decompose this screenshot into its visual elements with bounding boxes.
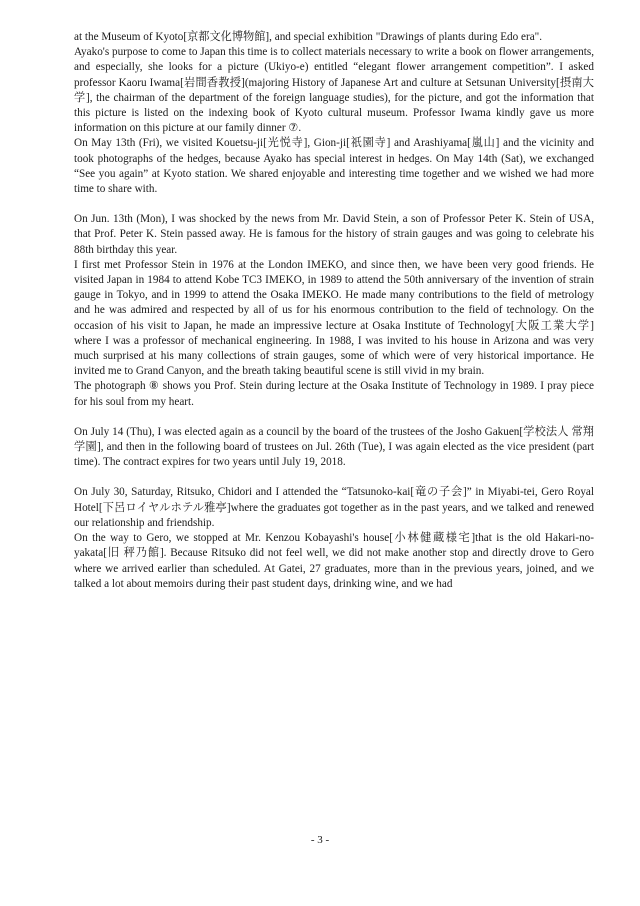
paragraph: On July 14 (Thu), I was elected again as a council by the board of the trustees of the Josho Gakuen[学校法人 常翔学園], and then in the following board of trustees on Jul. 26th (Tue), I was again elected as the vice president (part time). The contract expires for two years until July 19, 2018. (74, 425, 594, 469)
section-prof-stein (74, 212, 594, 410)
document-body (74, 30, 594, 592)
paragraph: On July 30, Saturday, Ritsuko, Chidori and I attended the “Tatsunoko-kai[竜の子会]” in Miyabi-tei, Gero Royal Hotel[下呂ロイヤルホテル雅亭]where the graduates got together as in the past years, and we talked and renewed our relationship and friendship. (74, 486, 594, 529)
paragraph: On the way to Gero, we stopped at Mr. Kenzou Kobayashi's house[小林健蔵様宅]that is the old Hakari-no-yakata[旧 秤乃館]. Because Ritsuko did not feel well, we did not make another stop and directly drove to Gero where we arrived earlier than scheduled. At Gatei, 27 graduates, more than in the previous years, joined, and we talked a lot about memoirs during their past student days, drinking wine, and we had (74, 532, 594, 590)
paragraph: Ayako's purpose to come to Japan this time is to collect materials necessary to write a book on flower arrangements, and especially, she looks for a picture (Ukiyo-e) entitled “elegant flower arrangement competition”. I asked professor Kaoru Iwama[岩間香教授](majoring History of Japanese Art and culture at Setsunan University[摂南大学], the chairman of the department of the foreign language studies), for the picture, and got the information that this picture is listed on the indexing book of Kyoto cultural museum. Professor Iwama kindly gave us more information on this picture at our family dinner ⑦. (74, 46, 594, 135)
paragraph-gap (74, 410, 594, 425)
paragraph: The photograph ⑧ shows you Prof. Stein during lecture at the Osaka Institute of Technology in 1989. I pray piece for his soul from my heart. (74, 380, 594, 408)
paragraph-gap (74, 197, 594, 212)
paragraph: I first met Professor Stein in 1976 at the London IMEKO, and since then, we have been very good friends. He visited Japan in 1984 to attend Kobe TC3 IMEKO, in 1989 to attend the 50th anniversary of the invention of strain gauge in Tokyo, and in 1999 to attend the Osaka IMEKO. He made many contributions to the field of metrology and he was admired and respected by all of us for his enormous contribution to the field of technology. On the occasion of his visit to Japan, he made an impressive lecture at Osaka Institute of Technology[大阪工業大学] where I was a professor of mechanical engineering. In 1988, I was invited to his house in Arizona and was very much surprised at his many collections of strain gauges, some of which were of very historical importance. He invited me to Grand Canyon, and the breath taking beautiful scene is still vivid in my brain. (74, 258, 594, 378)
paragraph: On May 13th (Fri), we visited Kouetsu-ji[光悦寺], Gion-ji[祇園寺] and Arashiyama[嵐山] and the vicinity and took photographs of the hedges, because Ayako has special interest in hedges. On May 14th (Sat), we exchanged “See you again” at Kyoto station. We shared enjoyable and interesting time together and we wished we had more time to share with. (74, 137, 594, 196)
paragraph: at the Museum of Kyoto[京都文化博物館], and special exhibition "Drawings of plants during Edo era". (74, 31, 543, 43)
section-josho-gakuen (74, 425, 594, 471)
paragraph: On Jun. 13th (Mon), I was shocked by the news from Mr. David Stein, a son of Professor Peter K. Stein of USA, that Prof. Peter K. Stein passed away. He is famous for the history of strain gauges and was going to celebrate his 88th birthday this year. (74, 213, 594, 256)
section-kyoto-visit (74, 30, 594, 197)
page-number: - 3 - (310, 834, 330, 846)
section-tatsunoko-kai (74, 485, 594, 591)
paragraph-gap (74, 470, 594, 485)
